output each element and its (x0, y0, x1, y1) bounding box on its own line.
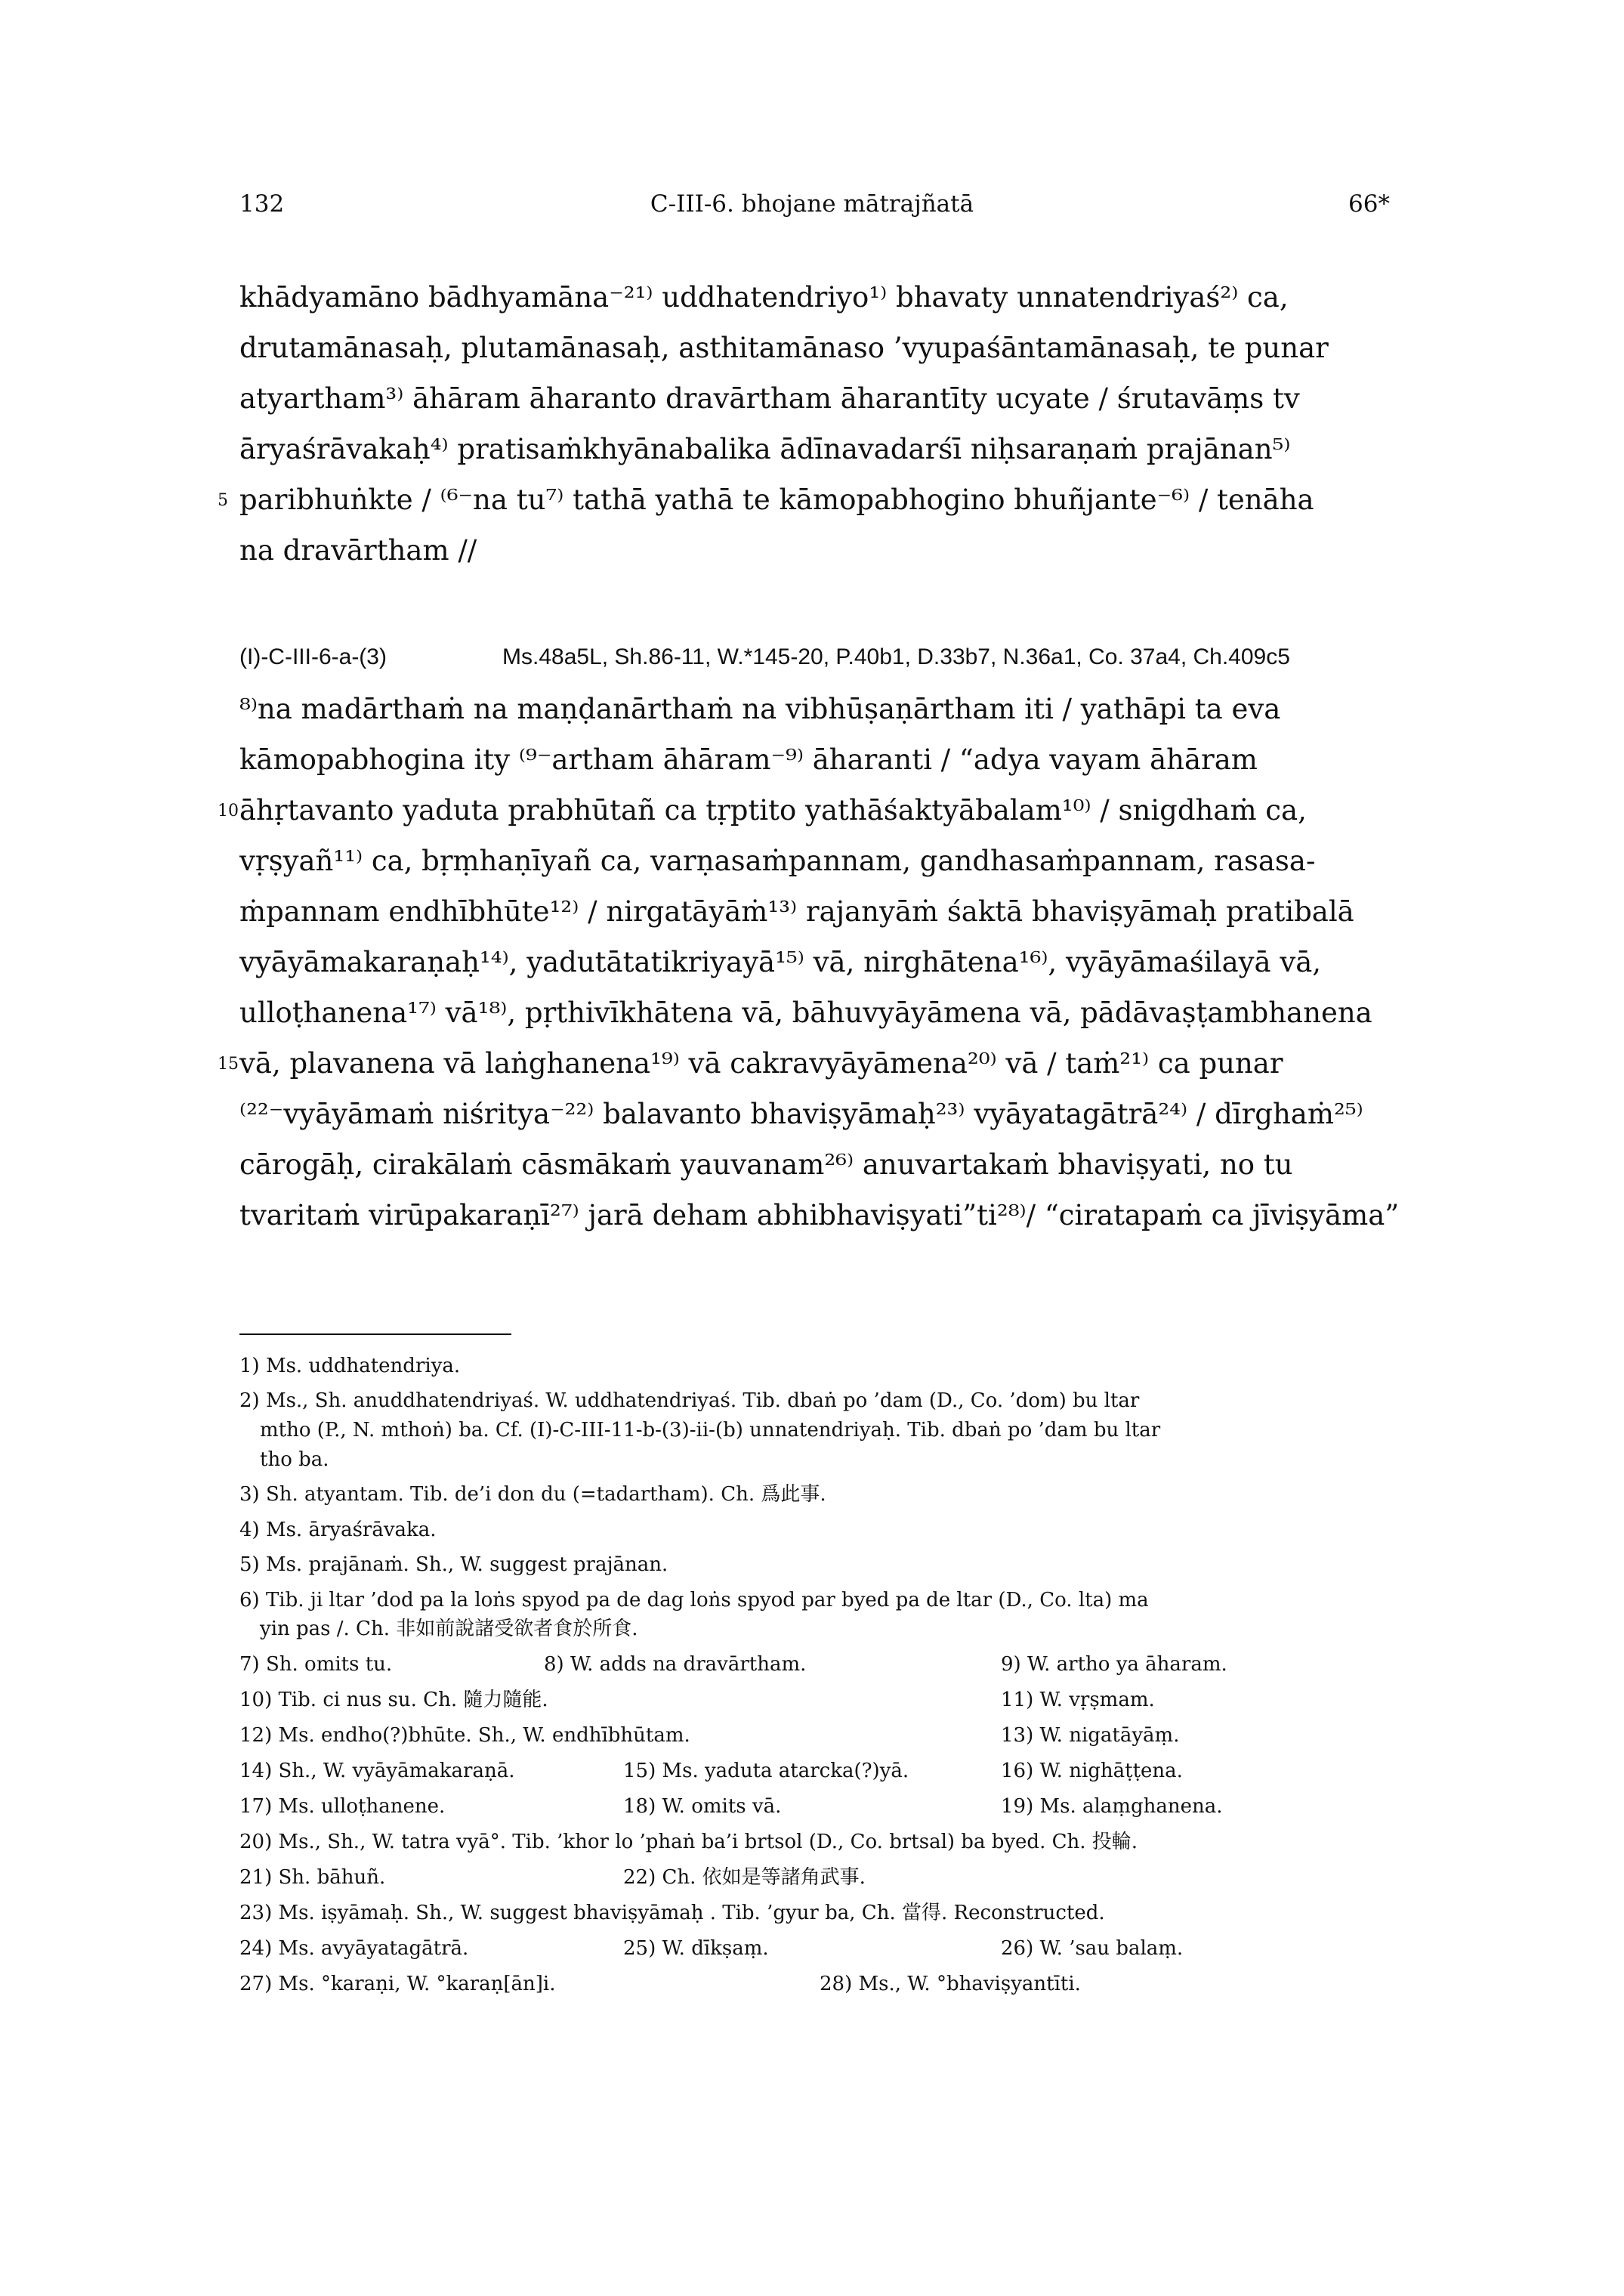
footnote: 19) Ms. alaṃghanena. (1001, 1795, 1223, 1818)
line-number: 10 (218, 802, 239, 820)
running-title: C-III-6. bhojane mātrajñatā (650, 190, 974, 218)
body-line: vā, plavanena vā laṅghanena¹⁹⁾ vā cakravyāyāmena²⁰⁾ vā / taṁ²¹⁾ ca punar (239, 1047, 1283, 1080)
page-reference: 66* (1348, 190, 1390, 218)
footnote-rule (239, 1333, 511, 1335)
footnote: 25) W. dīkṣaṃ. (623, 1937, 769, 1960)
footnote: 13) W. nigatāyāṃ. (1001, 1724, 1180, 1747)
footnote: 15) Ms. yaduta atarcka(?)yā. (623, 1760, 909, 1782)
footnote: 4) Ms. āryaśrāvaka. (239, 1519, 437, 1541)
body-line: ṁpannam endhībhūte¹²⁾ / nirgatāyāṁ¹³⁾ rajanyāṁ śaktā bhaviṣyāmaḥ pratibalā (239, 895, 1354, 928)
footnote: 12) Ms. endho(?)bhūte. Sh., W. endhībhūtam. (239, 1724, 690, 1747)
footnote: 9) W. artho ya āharam. (1001, 1653, 1227, 1676)
footnote: 8) W. adds na dravārtham. (544, 1653, 807, 1676)
footnote: mtho (P., N. mthoṅ) ba. Cf. (I)-C-III-11-b-(3)-ii-(b) unnatendriyaḥ. Tib. dbaṅ po ’dam bu ltar (260, 1419, 1161, 1442)
body-line: ⁸⁾na madārthaṁ na maṇḍanārthaṁ na vibhūṣaṇārtham iti / yathāpi ta eva (239, 693, 1281, 725)
body-line: atyartham³⁾ āhāram āharanto dravārtham āharantīty ucyate / śrutavāṃs tv (239, 382, 1300, 415)
footnote: 7) Sh. omits tu. (239, 1653, 393, 1676)
section-sources: Ms.48a5L, Sh.86-11, W.*145-20, P.40b1, D.33b7, N.36a1, Co. 37a4, Ch.409c5 (502, 644, 1290, 669)
body-line: vyāyāmakaraṇaḥ¹⁴⁾, yadutātatikriyayā¹⁵⁾ vā, nirghātena¹⁶⁾, vyāyāmaśilayā vā, (239, 946, 1322, 978)
body-line: ulloṭhanena¹⁷⁾ vā¹⁸⁾, pṛthivīkhātena vā, bāhuvyāyāmena vā, pādāvaṣṭambhanena (239, 997, 1372, 1029)
footnote: yin pas /. Ch. 非如前說諸受欲者食於所食. (260, 1618, 638, 1640)
footnote: 22) Ch. 依如是等諸角武事. (623, 1866, 866, 1889)
footnote: 16) W. nighāṭṭena. (1001, 1760, 1183, 1782)
footnote: 26) W. ’sau balaṃ. (1001, 1937, 1184, 1960)
footnote: 2) Ms., Sh. anuddhatendriyaś. W. uddhatendriyaś. Tib. dbaṅ po ’dam (D., Co. ’dom) bu ltar (239, 1389, 1140, 1412)
footnote: 18) W. omits vā. (623, 1795, 782, 1818)
body-line: cārogāḥ, cirakālaṁ cāsmākaṁ yauvanam²⁶⁾ anuvartakaṁ bhaviṣyati, no tu (239, 1148, 1293, 1181)
body-line: na dravārtham // (239, 534, 477, 567)
footnote: 23) Ms. iṣyāmaḥ. Sh., W. suggest bhaviṣyāmaḥ . Tib. ’gyur ba, Ch. 當得. Reconstructed. (239, 1902, 1105, 1924)
body-line: tvaritaṁ virūpakaraṇī²⁷⁾ jarā deham abhibhaviṣyati”ti²⁸⁾/ “ciratараṁ ca jīviṣyāma” (239, 1199, 1400, 1231)
footnote: tho ba. (260, 1448, 329, 1471)
footnote: 20) Ms., Sh., W. tatra vyā°. Tib. ’khor lo ’phaṅ ba’i brtsol (D., Co. brtsal) ba byed. Ch. 投輪. (239, 1831, 1138, 1853)
footnote: 21) Sh. bāhuñ. (239, 1866, 386, 1889)
line-number: 5 (218, 491, 228, 510)
body-line: ⁽²²⁻vyāyāmaṁ niśritya⁻²²⁾ balavanto bhaviṣyāmaḥ²³⁾ vyāyatagātrā²⁴⁾ / dīrghaṁ²⁵⁾ (239, 1098, 1363, 1130)
body-line: drutamānasaḥ, plutamānasaḥ, asthitamānaso ’vyupaśāntamānasaḥ, te punar (239, 332, 1329, 364)
footnote: 24) Ms. avyāyatagātrā. (239, 1937, 469, 1960)
body-line: āhṛtavanto yaduta prabhūtañ ca tṛptito yathāśaktyābalam¹⁰⁾ / snigdhaṁ ca, (239, 794, 1307, 827)
body-line: paribhuṅkte / ⁽⁶⁻na tu⁷⁾ tathā yathā te kāmopabhogino bhuñjante⁻⁶⁾ / tenāha (239, 484, 1314, 516)
body-line: khādyamāno bādhyamāna⁻²¹⁾ uddhatendriyo¹⁾ bhavaty unnatendriyaś²⁾ ca, (239, 281, 1289, 314)
page-number: 132 (239, 190, 285, 218)
footnote: 14) Sh., W. vyāyāmakaraṇā. (239, 1760, 515, 1782)
footnote: 6) Tib. ji ltar ’dod pa la loṅs spyod pa de dag loṅs spyod par byed pa de ltar (D., Co. lta) ma (239, 1589, 1149, 1612)
body-line: vṛṣyañ¹¹⁾ ca, bṛṃhaṇīyañ ca, varṇasaṁpannam, gandhasaṁpannam, rasasa- (239, 845, 1316, 877)
footnote: 5) Ms. prajānaṁ. Sh., W. suggest prajānan. (239, 1553, 668, 1576)
body-line: āryaśrāvakaḥ⁴⁾ pratisaṁkhyānabalika ādīnavadarśī niḥsaraṇaṁ prajānan⁵⁾ (239, 433, 1291, 465)
footnote: 28) Ms., W. °bhaviṣyantīti. (820, 1973, 1081, 1995)
line-number: 15 (218, 1055, 239, 1074)
footnote: 3) Sh. atyantam. Tib. de’i don du (=tadartham). Ch. 爲此事. (239, 1483, 826, 1506)
footnote: 1) Ms. uddhatendriya. (239, 1355, 461, 1377)
footnote: 10) Tib. ci nus su. Ch. 隨力隨能. (239, 1689, 548, 1711)
footnote: 17) Ms. ulloṭhanene. (239, 1795, 446, 1818)
footnote: 27) Ms. °karaṇi, W. °karaṇ[ān]i. (239, 1973, 556, 1995)
footnote: 11) W. vṛṣmam. (1001, 1689, 1155, 1711)
body-line: kāmopabhogina ity ⁽⁹⁻artham āhāram⁻⁹⁾ āharanti / “adya vayam āhāram (239, 743, 1258, 776)
section-id: (I)-C-III-6-a-(3) (239, 644, 387, 669)
